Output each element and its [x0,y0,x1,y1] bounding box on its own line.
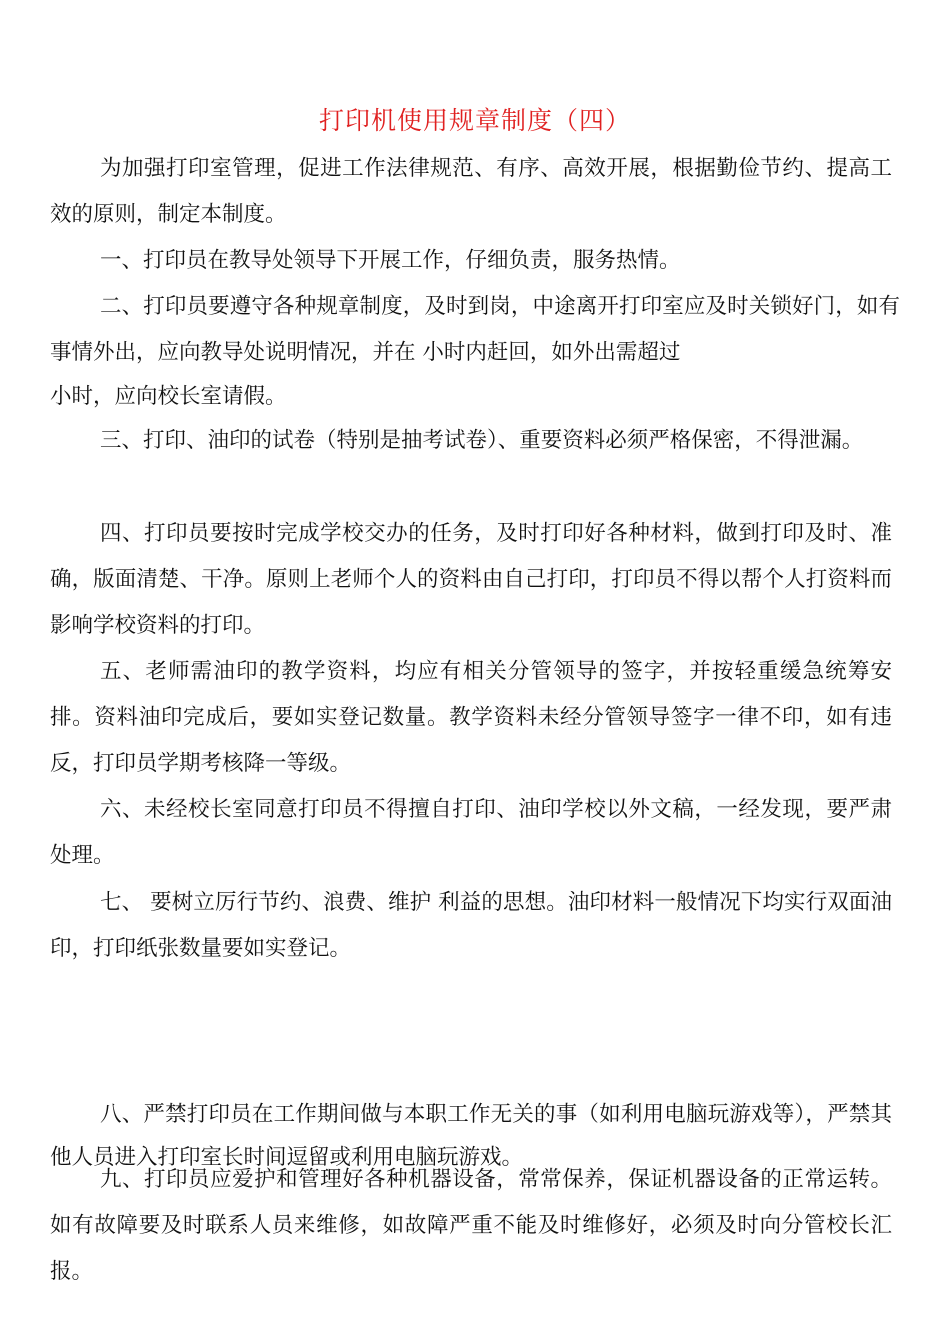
rule-2-continuation: 小时，应向校长室请假。 [50,384,287,409]
rule-2-paragraph: 二、打印员要遵守各种规章制度，及时到岗，中途离开打印室应及时关锁好门，如有事情外出，应向教导处说明情况，并在 小时内赶回，如外出需超过 [50,294,900,365]
rule-3-paragraph: 三、打印、油印的试卷（特别是抽考试卷）、重要资料必须严格保密，不得泄漏。 [100,428,864,453]
rule-9-paragraph: 九、打印员应爱护和管理好各种机器设备，常常保养，保证机器设备的正常运转。如有故障要及时联系人员来维修，如故障严重不能及时维修好，必须及时向分管校长汇报。 [50,1167,892,1284]
rule-4-paragraph: 四、打印员要按时完成学校交办的任务，及时打印好各种材料，做到打印及时、准确，版面清楚、干净。原则上老师个人的资料由自己打印，打印员不得以帮个人打资料而影响学校资料的打印。 [50,521,892,638]
rule-5-paragraph: 五、老师需油印的教学资料，均应有相关分管领导的签字，并按轻重缓急统筹安排。资料油印完成后，要如实登记数量。教学资料未经分管领导签字一律不印，如有违反，打印员学期考核降一等级。 [50,659,892,776]
rule-7-paragraph: 七、 要树立厉行节约、浪费、维护 利益的思想。油印材料一般情况下均实行双面油印，打印纸张数量要如实登记。 [50,890,892,961]
rule-1-paragraph: 一、打印员在教导处领导下开展工作，仔细负责，服务热情。 [100,248,681,273]
intro-paragraph: 为加强打印室管理，促进工作法律规范、有序、高效开展，根据勤俭节约、提高工效的原则，制定本制度。 [50,156,892,227]
rule-8-paragraph: 八、严禁打印员在工作期间做与本职工作无关的事（如利用电脑玩游戏等），严禁其他人员进入打印室长时间逗留或利用电脑玩游戏。 [50,1102,892,1170]
rule-6-paragraph: 六、未经校长室同意打印员不得擅自打印、油印学校以外文稿，一经发现，要严肃处理。 [50,797,892,868]
document-title: 打印机使用规章制度（四） [318,106,631,135]
